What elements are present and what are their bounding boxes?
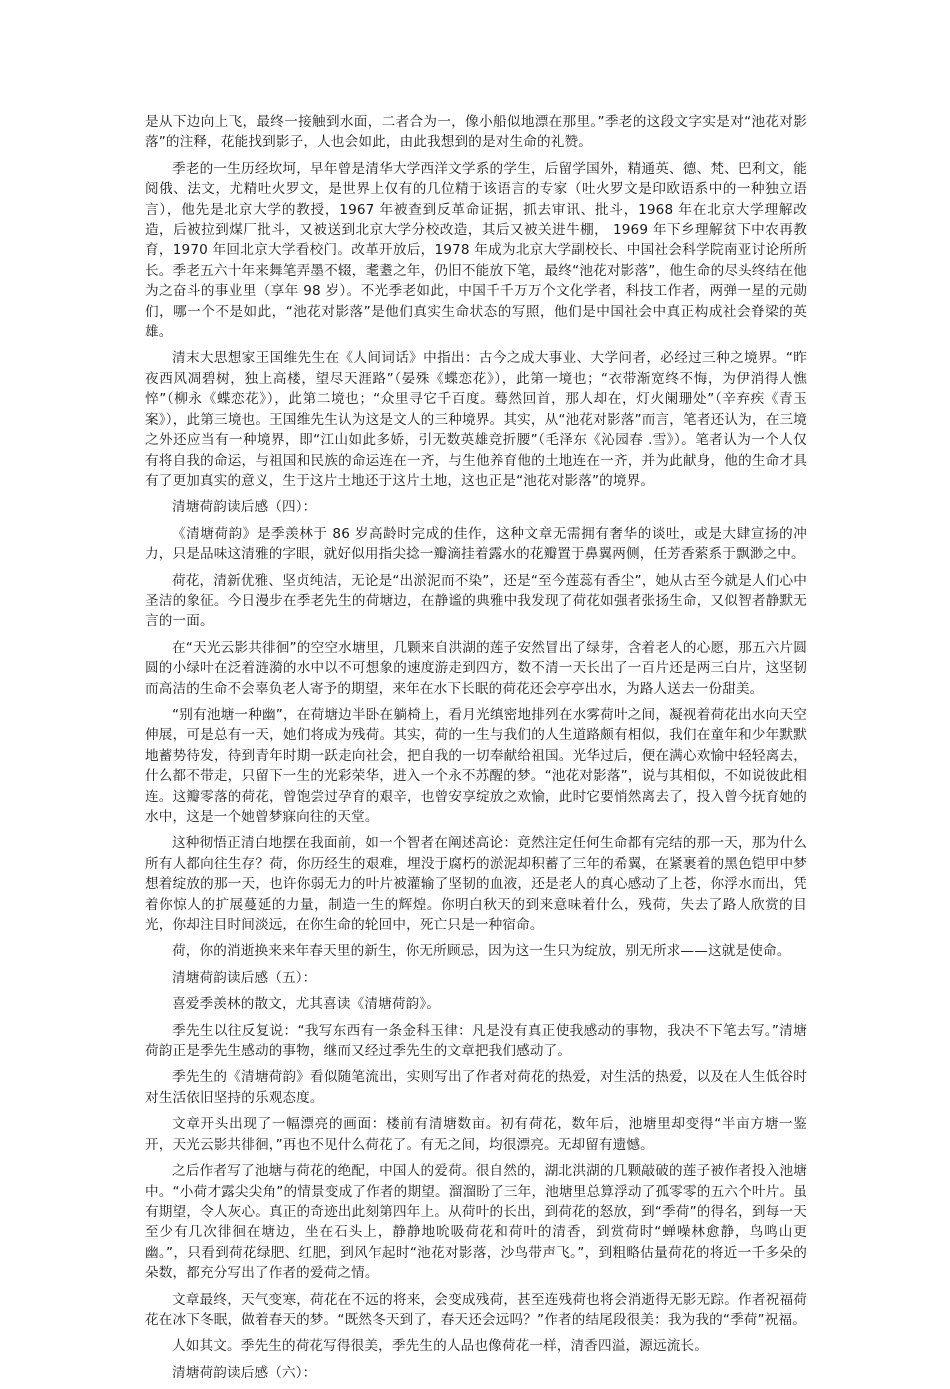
document-page <box>145 112 807 1389</box>
paragraph-continuation: 是从下边向上飞，最终一接触到水面，二者合为一，像小船似地漂在那里。”季老的这段文字实是对“池花对影落”的注释，花能找到影子，人也会如此，由此我想到的是对生命的礼赞。 <box>145 114 807 151</box>
paragraph: 季先生以往反复说：“我写东西有一条金科玉律：凡是没有真正使我感动的事物，我决不下笔去写。”清塘荷韵正是季先生感动的事物，继而又经过季先生的文章把我们感动了。 <box>145 1022 807 1060</box>
paragraph: 荷，你的消逝换来来年春天里的新生，你无所顾忌，因为这一生只为绽放，别无所求——这就是使命。 <box>172 943 791 960</box>
paragraph: 荷花，清新优雅、坚贞纯洁，无论是“出淤泥而不染”，还是“至今莲蕊有香尘”，她从古至今就是人们心中圣洁的象征。今日漫步在季老先生的荷塘边，在静谧的典雅中我发现了荷花如强者张扬生命，又似智者静默无言的一面。 <box>145 572 807 630</box>
section-heading-6: 清塘荷韵读后感（六）： <box>172 1364 317 1381</box>
paragraph: 这种彻悟正清白地摆在我面前，如一个智者在阐述高论：竟然注定任何生命都有完结的那一天，那为什么所有人都向往生存？荷，你历经生的艰难，埋没于腐朽的淤泥却积蓄了三年的希翼，在紧裹着的黑色铠甲中梦想着绽放的那一天，也许你弱无力的叶片被灌输了坚韧的血液，还是老人的真心感动了上苍，你浮水而出，凭着你惊人的扩展蔓延的力量，制造一生的辉煌。你明白秋天的到来意味着什么，残荷，失去了路人欣赏的目光，你却注目时间淡远，在你生命的轮回中，死亡只是一种宿命。 <box>145 835 807 934</box>
paragraph: 喜爱季羡林的散文，尤其喜读《清塘荷韵》。 <box>172 996 441 1013</box>
section-heading-4: 清塘荷韵读后感（四）： <box>172 499 317 516</box>
paragraph-jixianlin-life: 季老的一生历经坎坷，早年曾是清华大学西洋文学系的学生，后留学国外，精通英、德、梵、巴利文，能阅俄、法文，尤精吐火罗文，是世界上仅有的几位精于该语言的专家（吐火罗文是印欧语系中的一种独立语言），他先是北京大学的教授，1967 年被查到反革命证据，抓去审讯、批斗，1968 年在北京大学理解改造，后被拉到煤厂批斗，又被送到北京大学分校改造，其后又被关进牛棚， 1969 年下乡理解贫下中农再教育，1970 年回北京大学看校门。改革开放后，1978 年成为北京大学副校长、中国社会科学院南亚讨论所所长。季老五六十年来舞笔弄墨不辍，耄耋之年，仍旧不能放下笔，最终“池花对影落”，他生命的尽头终结在他为之奋斗的事业里（享年 98 岁）。不光季老如此，中国千千万万个文化学者，科技工作者，两弹一星的元勋们，哪一个不是如此，“池花对影落”是他们真实生命状态的写照，他们是中国社会中真正构成社会脊梁的英雄。 <box>145 160 807 341</box>
paragraph: 文章最终，天气变寒，荷花在不远的将来，会变成残荷，甚至连残荷也将会消逝得无影无踪。作者祝福荷花在冰下冬眠，做着春天的梦。“既然冬天到了，春天还会远吗？”作者的结尾段很美：我为我的“季荷”祝福。 <box>145 1291 807 1328</box>
paragraph: 文章开头出现了一幅漂亮的画面：楼前有清塘数亩。初有荷花，数年后，池塘里却变得“半亩方塘一鉴开，天光云影共徘徊，”再也不见什么荷花了。有无之间，均很漂亮。无却留有遗憾。 <box>145 1116 807 1153</box>
paragraph: 人如其文。季先生的荷花写得很美，季先生的人品也像荷花一样，清香四溢，源远流长。 <box>172 1338 709 1355</box>
paragraph: 《清塘荷韵》是季羡林于 86 岁高龄时完成的佳作，这种文章无需拥有奢华的谈吐，或是大肆宣扬的冲力，只是品味这清雅的字眼，就好似用指尖捻一瓣滴挂着露水的花瓣置于鼻翼两侧，任芳香萦系于飘渺之中。 <box>145 525 807 563</box>
paragraph: 在“天光云影共徘徊”的空空水塘里，几颗来自洪湖的莲子安然冒出了绿芽，含着老人的心愿，那五六片圆圆的小绿叶在泛着涟漪的水中以不可想象的速度游走到四方，数不清一天长出了一百片还是两三白片，这坚韧而高洁的生命不会辜负老人寄予的期望，来年在水下长眠的荷花还会亭亭出水，为路人送去一份甜美。 <box>145 639 807 697</box>
section-heading-5: 清塘荷韵读后感（五）： <box>172 969 317 986</box>
paragraph: “别有池塘一种幽”，在荷塘边半卧在躺椅上，看月光缜密地排列在水雾荷叶之间，凝视着荷花出水向天空伸展，可是总有一天，她们将成为残荷。其实，荷的一生与我们的人生道路颇有相似，我们在童年和少年默默地蓄势待发，待到青年时期一跃走向社会，把自我的一切奉献给祖国。光华过后，便在满心欢愉中轻轻离去，什么都不带走，只留下一生的光彩荣华，进入一个永不苏醒的梦。“池花对影落”，说与其相似，不如说彼此相连。这瓣零落的荷花，曾饱尝过孕育的艰辛，也曾安享绽放之欢愉，此时它要悄然离去了，投入曾今抚育她的水中，这是一个她曾梦寐向往的天堂。 <box>145 706 807 825</box>
paragraph-three-realms: 清末大思想家王国维先生在《人间词话》中指出：古今之成大事业、大学问者，必经过三种之境界。“昨夜西风凋碧树，独上高楼，望尽天涯路”（晏殊《蝶恋花》），此第一境也；“衣带渐宽终不悔，为伊消得人憔悴”（柳永《蝶恋花》），此第二境也；“众里寻它千百度。蓦然回首，那人却在，灯火阑珊处”（辛弃疾《青玉案》），此第三境也。王国维先生认为这是文人的三种境界。其实，从“池花对影落”而言，笔者还认为，在三境之外还应当有一种境界，即“江山如此多娇，引无数英雄竞折腰”（毛泽东《沁园春 .雪》）。笔者认为一个人仅有将自我的命运，与祖国和民族的命运连在一齐，与生他养育他的土地连在一齐，并为此献身，他的生命才具有了更加真实的意义，生于这片土地还于这片土地，这也正是“池花对影落”的境界。 <box>145 350 807 489</box>
paragraph: 季先生的《清塘荷韵》看似随笔流出，实则写出了作者对荷花的热爱，对生活的热爱，以及在人生低谷时对生活依旧坚持的乐观态度。 <box>145 1069 807 1106</box>
paragraph: 之后作者写了池塘与荷花的绝配，中国人的爱荷。很自然的，湖北洪湖的几颗敲破的莲子被作者投入池塘中。“小荷才露尖尖角”的情景变成了作者的期望。溜溜盼了三年，池塘里总算浮动了孤零零的五六个叶片。虽有期望，令人灰心。真正的奇迹出此刻第四年上。从荷叶的长出，到荷花的怒放，到“季荷”的得名，到每一天至少有几次徘徊在塘边，坐在石头上，静静地吮吸荷花和荷叶的清香，到赏荷时“蝉噪林愈静，鸟鸣山更幽。”，只看到荷花绿肥、红肥，到风乍起时“池花对影落，沙鸟带声飞。”，到粗略估量荷花的将近一千多朵的朵数，都充分写出了作者的爱荷之情。 <box>145 1163 807 1282</box>
